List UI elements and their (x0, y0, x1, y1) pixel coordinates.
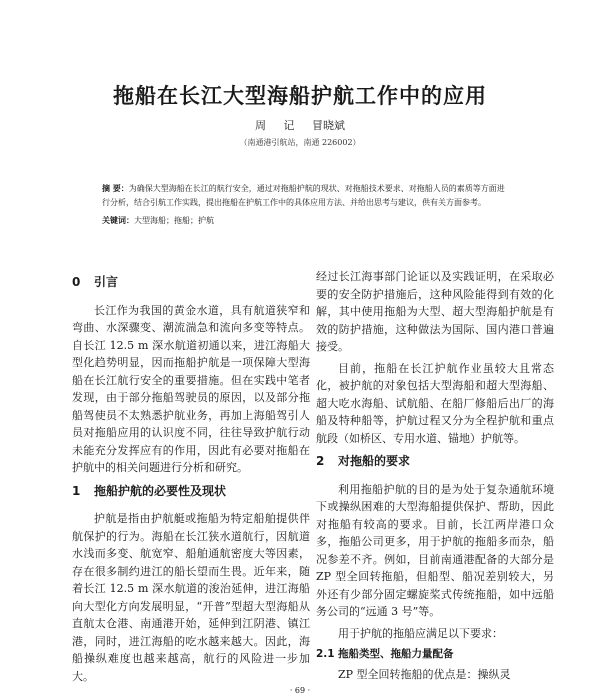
body-paragraph: ZP 型全回转拖船的优点是：操纵灵 (338, 667, 511, 681)
body-paragraph: 护航是指由护航艇或拖船为特定船舶提供伴航保护的行为。海船在长江狭水道航行，因航道水浅而多变、航宽窄、船舶通航密度大等因素，存在很多制约进江的船长望而生畏。近年来，随着长江 12.5 m 深水航道的浚治延伸，进江海船向大型化方向发展明显，“开普”型超大型海船从直航太仓港、南通港开始，延伸到江阴港、镇江港，同时，进江海船的吃水越来越大。因此，海船操纵难度也越来越高，航行的风险进一步加大。 (72, 512, 310, 683)
body-paragraph: 目前，拖船在长江护航作业虽较大且常态化，被护航的对象包括大型海船和超大型海船、超大吃水海船、试航船、在船厂修船后出厂的海船及特种船等，护航过程又分为全程护航和重点航段（如桥区、专用水道、锚地）护航等。 (316, 361, 554, 445)
subsection-heading-tug-type (316, 646, 554, 664)
keywords-label: 关键词： (102, 216, 134, 225)
body-paragraph: 用于护航的拖船应满足以下要求： (338, 626, 503, 640)
keywords (102, 214, 512, 228)
section-number: 2 (316, 454, 325, 468)
abstract-text: 为确保大型海船在长江的航行安全，通过对拖船护航的现状、对拖船技术要求、对拖船人员的素质等方面进行分析，结合引航工作实践，提出拖船在护航工作中的具体应用方法、并给出思考与建议，供有关方面参考。 (102, 184, 505, 207)
body-paragraph: 利用拖船护航的目的是为处于复杂通航环境下或操纵困难的大型海船提供保护、帮助，因此对拖船有较高的要求。目前，长江两岸港口众多，拖船公司更多，用于护航的拖船多而杂，船况参差不齐。例如，目前南通港配备的大部分是 ZP 型全回转拖船，但船型、船况差别较大，另外还有少部分固定螺旋桨式传统拖船，如中远船务公司的“远通 3 号”等。 (316, 482, 554, 618)
section-heading-requirements (316, 453, 554, 471)
body-paragraph-continued: 经过长江海事部门论证以及实践证明，在采取必要的安全防护措施后，这种风险能得到有效的化解，其中使用拖船为大型、超大型海船护航是有效的防护措施，这种做法为国际、国内港口普遍接受。 (316, 270, 554, 353)
section-title: 拖船护航的必要性及现状 (94, 483, 227, 498)
section-title: 对拖船的要求 (338, 454, 411, 468)
section-title: 引言 (94, 275, 119, 289)
section-heading-necessity (72, 483, 310, 501)
page-number: · 69 · (289, 686, 311, 695)
body-paragraph: 长江作为我国的黄金水道，具有航道狭窄和弯曲、水深骤变、潮流湍急和流向多变等特点。自长江 12.5 m 深水航道初通以来，进江海船大型化趋势明显，因而拖船护航是一项保障大型海船在长江航行安全的重要措施。但在实践中笔者发现，由于部分拖船驾驶员的原因，以及部分拖船驾使员不太熟悉护航业务，再加上海船驾引人员对拖船应用的认识度不同，往往导致护航行动未能充分发挥应有的作用，因此有必要对拖船在护航中的相关问题进行分析和研究。 (72, 303, 310, 474)
subsection-title: 拖船类型、拖船力量配备 (338, 648, 454, 660)
left-column (72, 268, 310, 689)
subsection-number: 2.1 (316, 648, 335, 660)
section-heading-introduction (72, 274, 310, 292)
author-name: 周 记 (255, 119, 295, 132)
author-name: 冒晓斌 (312, 119, 345, 132)
abstract-block (102, 182, 512, 228)
author-line (0, 117, 600, 133)
abstract-label: 摘 要： (102, 184, 129, 193)
affiliation: （南通港引航站，南通 226002） (239, 138, 361, 147)
section-number: 0 (72, 275, 81, 289)
abstract (102, 182, 512, 210)
section-number: 1 (72, 483, 81, 498)
keywords-text: 大型海船；拖船；护航 (134, 216, 214, 225)
right-column (316, 268, 554, 687)
paper-title: 拖船在长江大型海船护航工作中的应用 (113, 84, 487, 108)
